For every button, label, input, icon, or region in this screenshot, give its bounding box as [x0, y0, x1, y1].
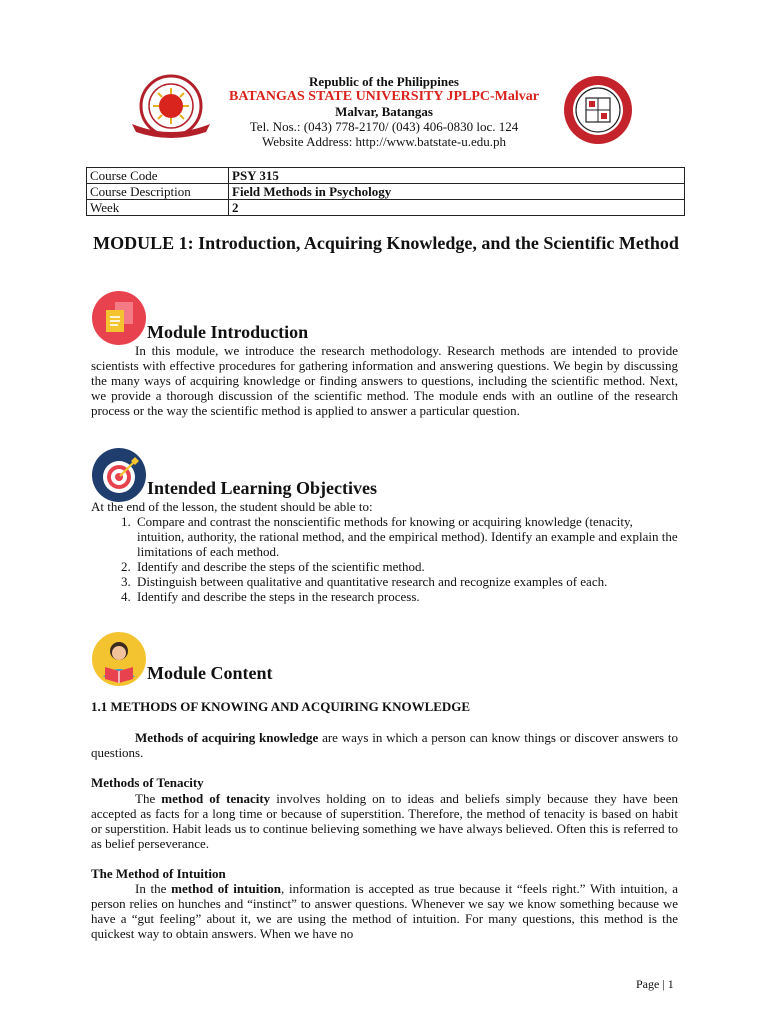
module-title: MODULE 1: Introduction, Acquiring Knowledge, and the Scientific Method [93, 233, 679, 253]
methods-of-acquiring-paragraph [91, 730, 678, 760]
intuition-paragraph [91, 881, 678, 941]
paragraph-text: are ways in which a person can know things or discover answers to questions. [91, 730, 679, 760]
learning-objectives-heading: Intended Learning Objectives [147, 478, 378, 498]
course-description-label: Course Description [87, 184, 229, 200]
paragraph-text: The [135, 791, 162, 806]
tenacity-paragraph [91, 791, 678, 851]
list-item: 4. Identify and describe the steps in the research process. [134, 589, 678, 604]
course-info-table [86, 167, 685, 216]
bold-term: method of tenacity [161, 791, 271, 806]
telephone-line: Tel. Nos.: (043) 778-2170/ (043) 406-0830 loc. 124 [249, 119, 519, 134]
paragraph-text: involves holding on to ideas and beliefs simply because they have been accepted as facts for a long time or because of superstition. Therefore, the method of tenacity is based on habit or superstition. Habit leads us to continue believing something we have always believed. Often this is referred to as belief perseverance. [91, 791, 678, 851]
republic-line: Republic of the Philippines [309, 74, 459, 89]
paragraph-text: In the [135, 881, 172, 896]
paragraph-text: , information is accepted as true because it “feels right.” With intuition, a person relies on hunches and “instinct” to answer questions. Whenever we say we know something because we have a “gut feeling” about it, we are using the method of intuition. For many questions, this method is the quickest way to obtain answers. When we have no [91, 881, 678, 941]
learning-objectives-lead: At the end of the lesson, the student should be able to: [91, 499, 373, 514]
website-line: Website Address: http://www.batstate-u.edu.ph [262, 134, 506, 149]
table-row [87, 184, 685, 200]
bold-term: Methods of acquiring knowledge [135, 730, 319, 745]
target-icon [91, 447, 147, 503]
module-content-heading: Module Content [147, 663, 273, 683]
university-name: BATANGAS STATE UNIVERSITY JPLPC-Malvar [229, 89, 539, 104]
letterhead [0, 74, 768, 149]
page-number: Page | 1 [636, 977, 674, 991]
bold-term: method of intuition [171, 881, 281, 896]
documents-icon [91, 290, 147, 346]
course-code-label: Course Code [87, 168, 229, 184]
course-code-value: PSY 315 [229, 168, 685, 184]
module-introduction-heading: Module Introduction [147, 322, 309, 342]
table-row [87, 200, 685, 216]
tenacity-heading: Methods of Tenacity [91, 775, 204, 790]
list-item: 3. Distinguish between qualitative and quantitative research and recognize examples of each. [134, 574, 678, 589]
learning-objectives-list [91, 514, 678, 604]
city-line: Malvar, Batangas [335, 104, 433, 119]
list-item: 2. Identify and describe the steps of the scientific method. [134, 559, 678, 574]
list-item: 1. Compare and contrast the nonscientific methods for knowing or acquiring knowledge (tenacity, intuition, authority, the rational method, and the empirical method). Identify an example and explain the limitations of each method. [134, 514, 678, 559]
week-value: 2 [229, 200, 685, 216]
module-introduction-text: In this module, we introduce the research methodology. Research methods are intended to provide scientists with effective procedures for gathering information and answering questions. We begin by discussing the many ways of acquiring knowledge or finding answers to questions, including the scientific method. Next, we provide a thorough discussion of the scientific method. The module ends with an outline of the research process or the way the scientific method is applied to answer a particular question. [91, 343, 678, 418]
reading-person-icon [91, 631, 147, 687]
course-description-value: Field Methods in Psychology [229, 184, 685, 200]
intuition-heading: The Method of Intuition [91, 866, 226, 881]
week-label: Week [87, 200, 229, 216]
methods-of-knowing-heading: 1.1 METHODS OF KNOWING AND ACQUIRING KNOWLEDGE [91, 699, 471, 714]
table-row [87, 168, 685, 184]
